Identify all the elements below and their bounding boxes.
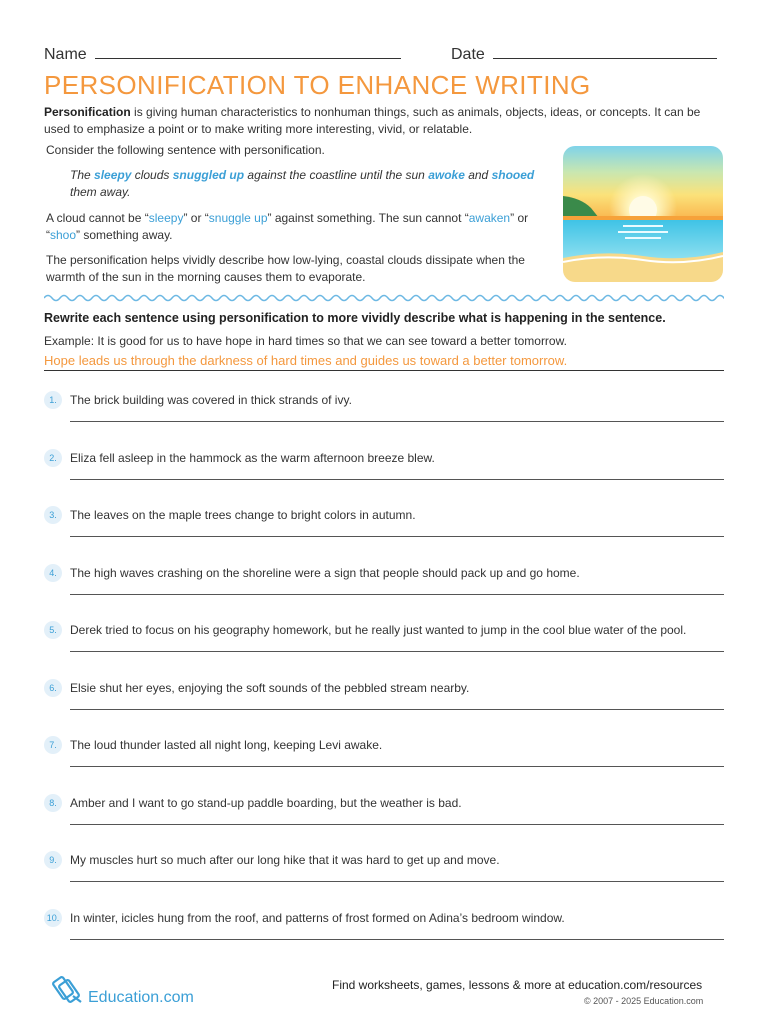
answer-line[interactable] [70,766,724,767]
intro-term: Personification [44,105,131,119]
task-instruction: Rewrite each sentence using personification to more vividly describe what is happening in the sentence. [44,311,666,325]
highlight-word: snuggle up [208,211,268,225]
question-text: The brick building was covered in thick strands of ivy. [70,393,352,407]
example-text-part: against the coastline until the sun [244,168,429,182]
consider-text: Consider the following sentence with personification. [46,143,325,157]
brand-name: Education.com [88,989,194,1006]
question-number: 6. [44,679,62,697]
example-text-part: clouds [131,168,173,182]
question-text: My muscles hurt so much after our long hike that it was hard to get up and move. [70,853,500,867]
explanation-text-part: ” against something. The sun cannot “ [267,211,469,225]
question-item [44,794,724,834]
question-number: 2. [44,449,62,467]
highlight-word: shooed [491,168,535,182]
question-text: The high waves crashing on the shoreline were a sign that people should pack up and go home. [70,565,580,580]
name-field[interactable] [44,44,401,64]
example-sentence [70,167,550,201]
name-label: Name [44,46,87,63]
question-item [44,736,724,776]
date-label: Date [451,46,485,63]
question-number: 3. [44,506,62,524]
date-blank-line[interactable] [493,44,717,59]
explanation-text-part: ” something away. [76,228,173,242]
question-text: Derek tried to focus on his geography homework, but he really just wanted to jump in the cool blue water of the pool. [70,623,687,637]
answer-line[interactable] [70,824,724,825]
question-text: In winter, icicles hung from the roof, and patterns of frost formed on Adina’s bedroom window. [70,910,565,925]
intro-definition: is giving human characteristics to nonhuman things, such as animals, objects, ideas, or concepts. It can be used to emphasize a point or to make writing more interesting, vivid, or relatable. [44,105,701,136]
answer-line[interactable] [70,594,724,595]
question-item [44,909,724,949]
summary-paragraph: The personification helps vividly describe how low-lying, coastal clouds dissipate when the warmth of the sun in the morning causes them to evaporate. [46,253,525,284]
highlight-word: awaken [468,211,511,225]
question-text: The leaves on the maple trees change to bright colors in autumn. [70,508,416,522]
answer-line[interactable] [70,881,724,882]
intro-paragraph [44,104,724,138]
question-number: 7. [44,736,62,754]
example-text-part: and [464,168,492,182]
question-number: 8. [44,794,62,812]
question-item [44,564,724,604]
highlight-word: sleepy [148,211,184,225]
answer-line[interactable] [70,421,724,422]
answer-line[interactable] [70,479,724,480]
question-item [44,391,724,431]
example-prompt: Example: It is good for us to have hope in hard times so that we can see toward a better tomorrow. [44,334,567,348]
question-text: Amber and I want to go stand-up paddle boarding, but the weather is bad. [70,795,462,810]
question-item [44,851,724,891]
example-text-part: them away. [70,185,131,199]
footer-link-text[interactable]: Find worksheets, games, lessons & more at education.com/resources [332,978,703,992]
education-logo[interactable] [51,970,211,1010]
highlight-word: awoke [428,168,465,182]
answer-line[interactable] [70,939,724,940]
question-text: Elsie shut her eyes, enjoying the soft sounds of the pebbled stream nearby. [70,680,470,695]
wave-divider [44,292,724,304]
example-answer: Hope leads us through the darkness of hard times and guides us toward a better tomorrow. [44,353,724,371]
question-number: 5. [44,621,62,639]
question-number: 4. [44,564,62,582]
explanation-text-part: ” or “ [46,211,529,242]
explanation-text-part: A cloud cannot be “ [46,211,149,225]
name-blank-line[interactable] [95,44,401,59]
explanation-paragraph [46,210,546,244]
question-number: 1. [44,391,62,409]
question-item [44,679,724,719]
date-field[interactable] [451,44,717,64]
highlight-word: shoo [50,228,77,242]
question-item [44,506,724,546]
sunset-illustration [563,146,723,282]
question-item [44,449,724,489]
answer-line[interactable] [70,651,724,652]
answer-line[interactable] [70,709,724,710]
answer-line[interactable] [70,536,724,537]
question-number: 10. [44,909,62,927]
question-item [44,621,724,661]
highlight-word: snuggled up [172,168,245,182]
education-logo-icon [51,972,85,1006]
copyright: © 2007 - 2025 Education.com [584,996,704,1006]
explanation-text-part: ” or “ [183,211,209,225]
question-text: The loud thunder lasted all night long, keeping Levi awake. [70,738,383,752]
example-text-part: The [70,168,95,182]
highlight-word: sleepy [94,168,132,182]
question-text: Eliza fell asleep in the hammock as the warm afternoon breeze blew. [70,450,435,465]
question-number: 9. [44,851,62,869]
page-title: PERSONIFICATION TO ENHANCE WRITING [44,70,591,100]
